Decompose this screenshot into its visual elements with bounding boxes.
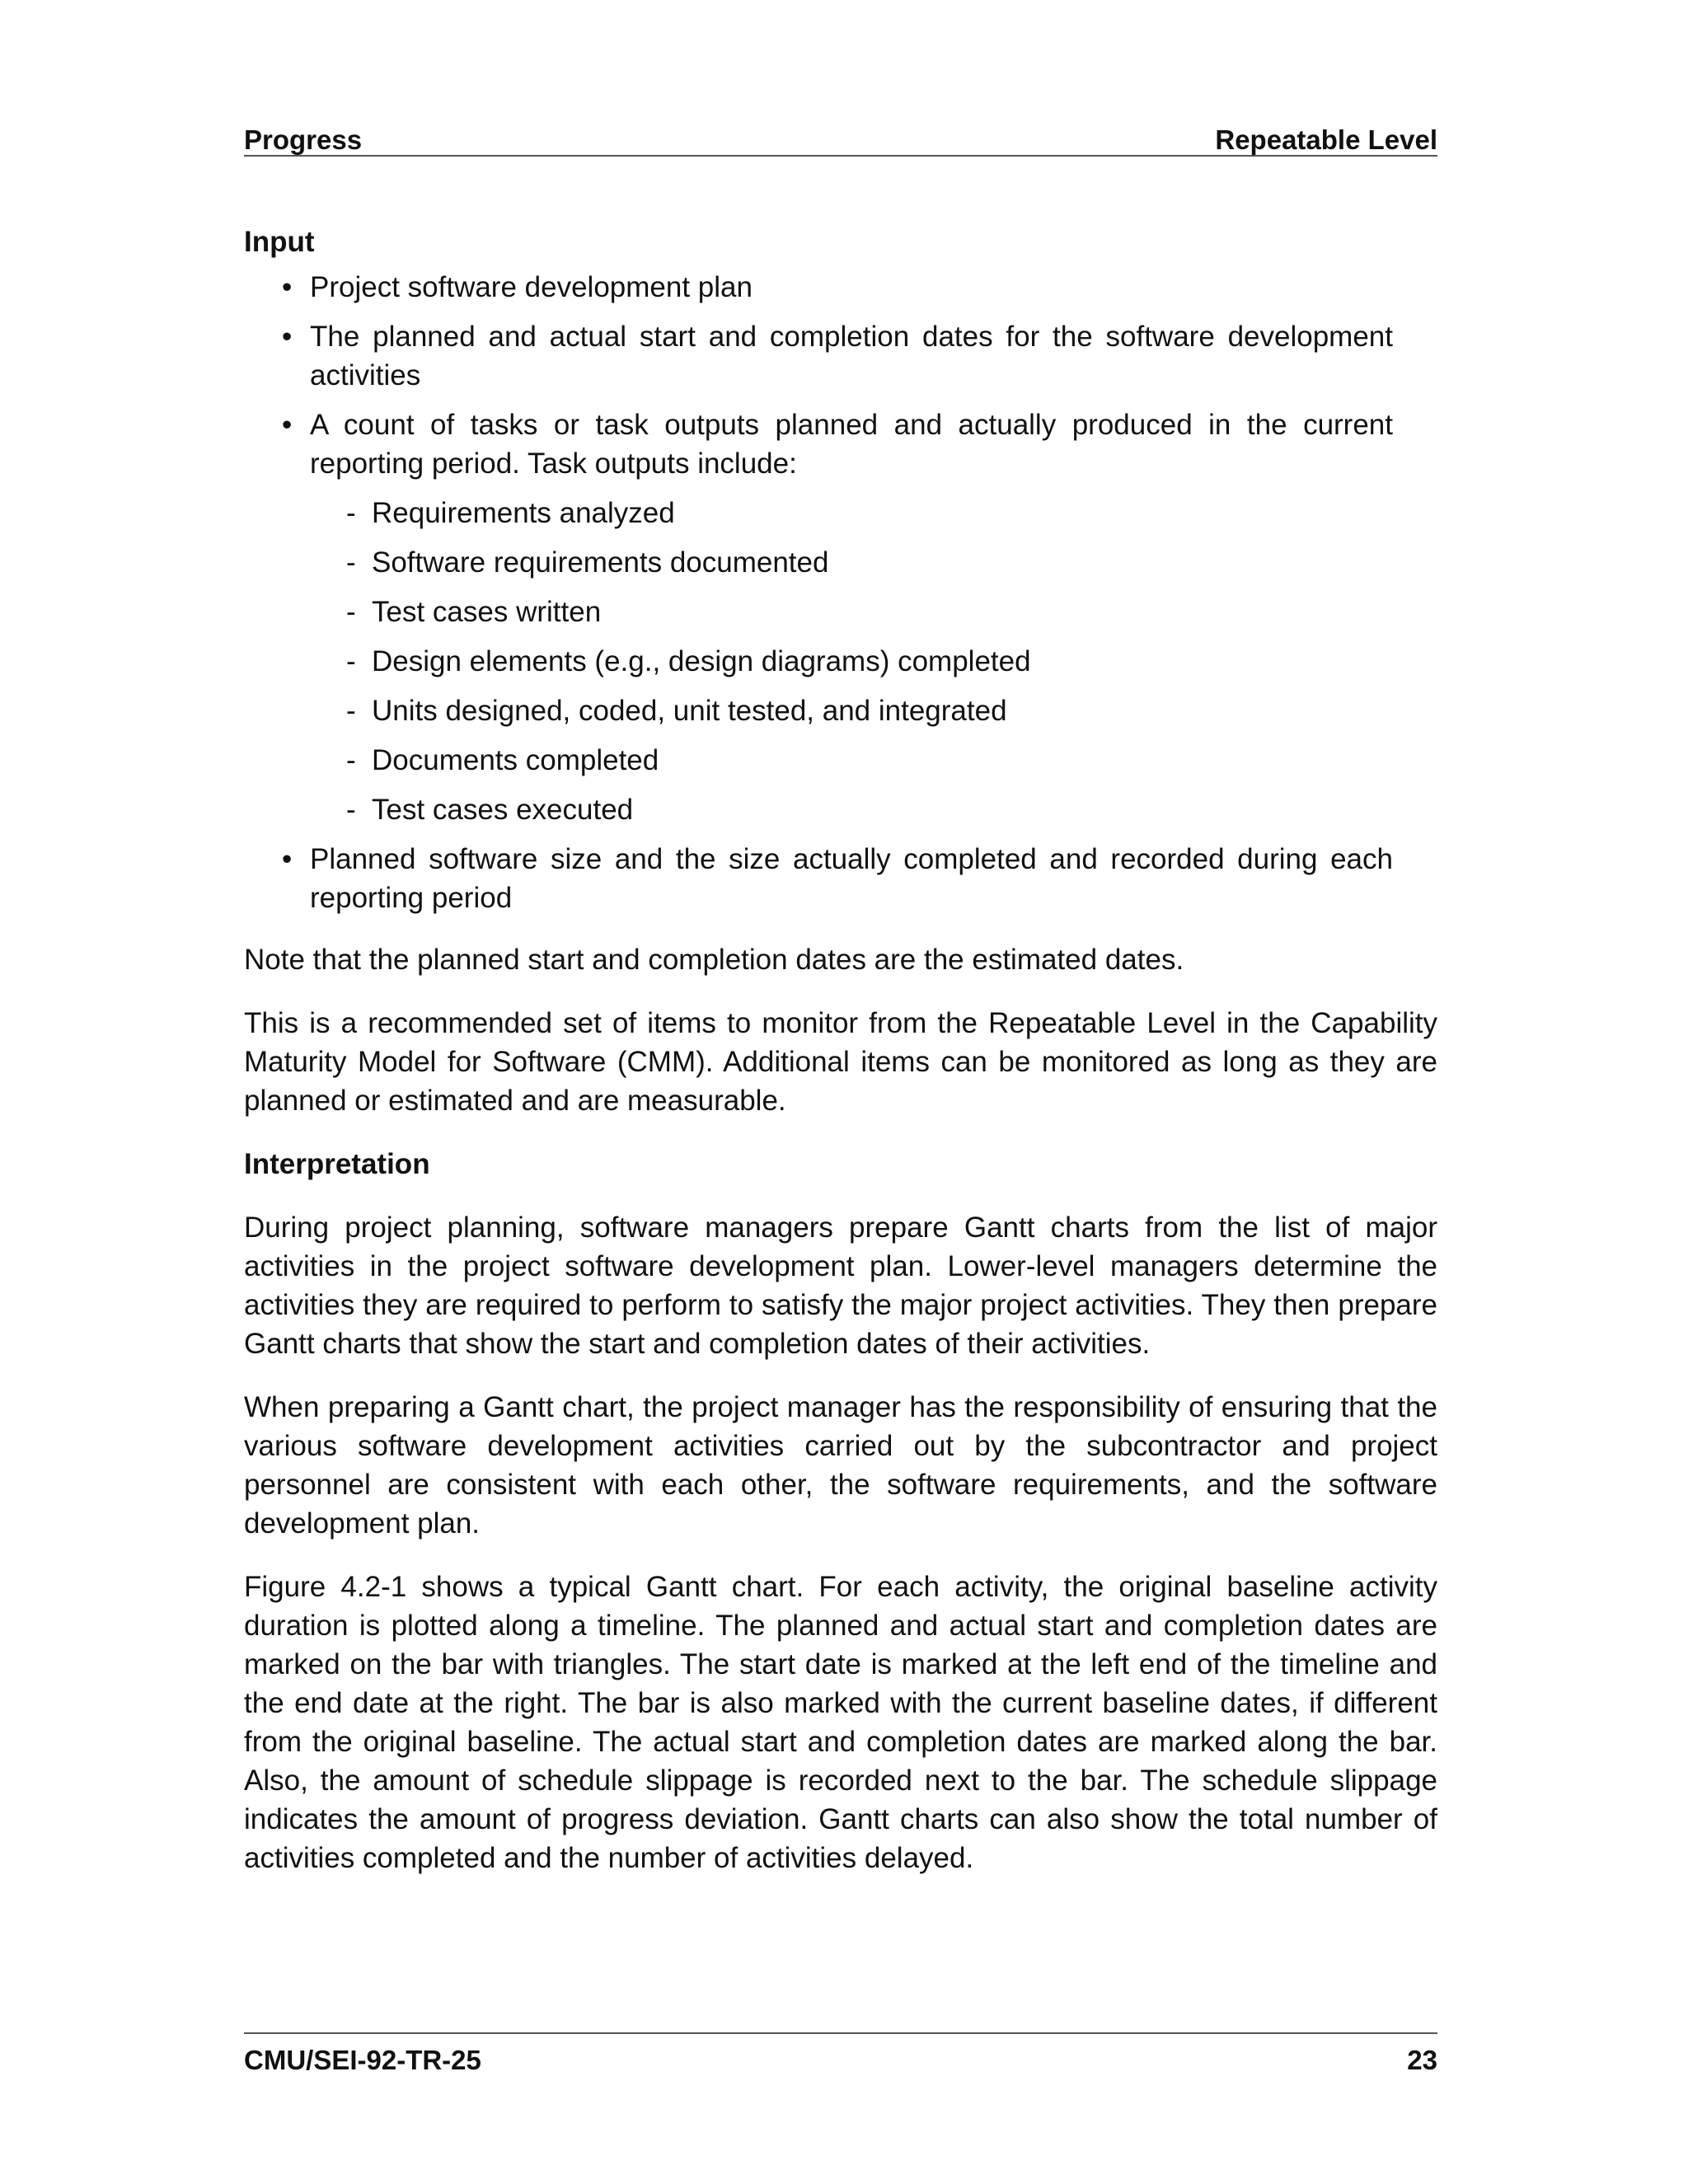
task-outputs-list <box>310 494 1393 829</box>
input-item: • Planned software size and the size actually completed and recorded during each reporting period <box>244 840 1393 917</box>
note-paragraph: Note that the planned start and completion dates are the estimated dates. <box>244 944 1184 976</box>
input-item <box>244 405 1393 829</box>
task-output-item: - Design elements (e.g., design diagrams) completed <box>310 642 1393 681</box>
input-item: • The planned and actual start and completion dates for the software development activities <box>244 317 1393 395</box>
recommendation-paragraph: This is a recommended set of items to monitor from the Repeatable Level in the Capability Maturity Model for Software (CMM). Additional items can be monitored as long as they are planned or estimated and are measurable. <box>244 1007 1437 1117</box>
input-item: • Project software development plan <box>244 268 1393 307</box>
task-output-item: - Units designed, coded, unit tested, and integrated <box>310 691 1393 730</box>
page-content <box>244 223 1437 1877</box>
interpretation-heading: Interpretation <box>244 1148 430 1180</box>
interpretation-paragraph: During project planning, software managers prepare Gantt charts from the list of major activities in the project software development plan. Lower-level managers determine the activities they are required to perform to satisfy the major project activities. They then prepare Gantt charts that show the start and completion dates of their activities. <box>244 1212 1437 1360</box>
task-output-item: - Test cases written <box>310 593 1393 631</box>
page-header <box>244 125 1437 157</box>
header-level-title: Repeatable Level <box>1215 124 1437 155</box>
task-output-item: - Documents completed <box>310 741 1393 780</box>
report-number: CMU/SEI-92-TR-25 <box>244 2045 481 2075</box>
interpretation-paragraph: When preparing a Gantt chart, the project manager has the responsibility of ensuring that the various software development activities carried out by the subcontractor and project personnel are consistent with each other, the software requirements, and the software development plan. <box>244 1391 1437 1540</box>
header-section-title: Progress <box>244 124 363 155</box>
task-output-item: - Requirements analyzed <box>310 494 1393 532</box>
input-item-text: A count of tasks or task outputs planned and actually produced in the current reporting period. Task outputs include: <box>310 409 1393 480</box>
interpretation-paragraph: Figure 4.2-1 shows a typical Gantt chart. For each activity, the original baseline activity duration is plotted along a timeline. The planned and actual start and completion dates are marked on the bar with triangles. The start date is marked at the left end of the timeline and the end date at the right. The bar is also marked with the current baseline dates, if different from the original baseline. The actual start and completion dates are marked along the bar. Also, the amount of schedule slippage is recorded next to the bar. The schedule slippage indicates the amount of progress deviation. Gantt charts can also show the total number of activities completed and the number of activities delayed. <box>244 1571 1437 1874</box>
page-footer <box>244 2032 1437 2075</box>
input-list <box>244 268 1437 917</box>
page-number: 23 <box>1407 2045 1437 2075</box>
input-heading: Input <box>244 226 315 258</box>
task-output-item: - Software requirements documented <box>310 543 1393 582</box>
task-output-item: - Test cases executed <box>310 790 1393 829</box>
